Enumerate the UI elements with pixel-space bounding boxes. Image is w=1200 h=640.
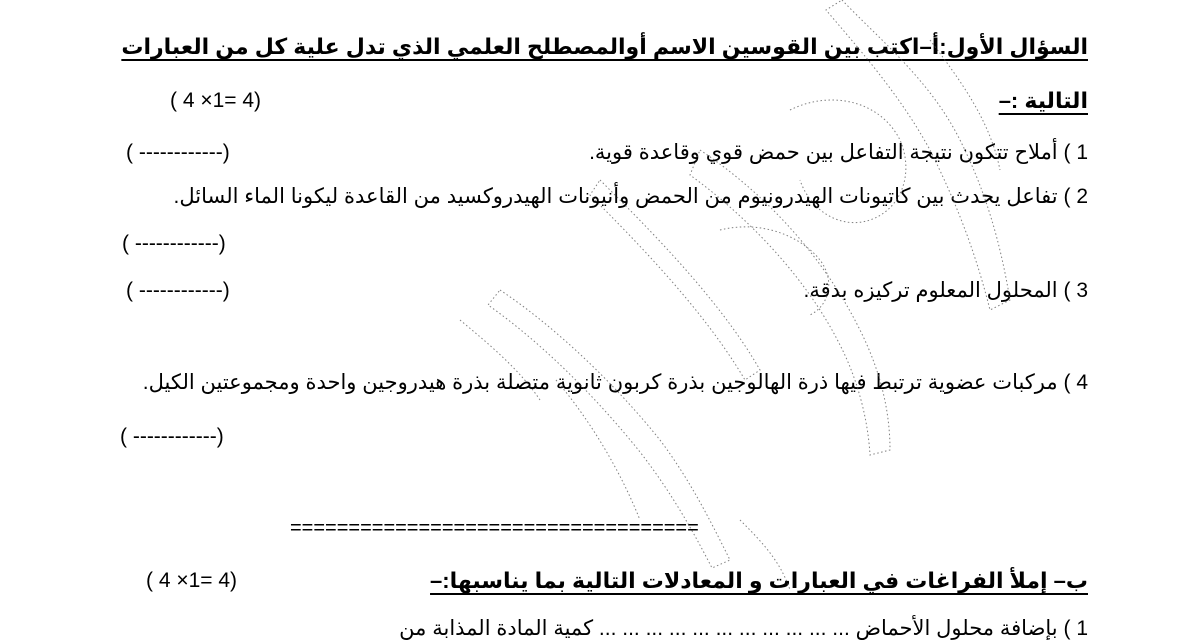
answer-blank-4[interactable]: (------------ ) bbox=[120, 425, 224, 448]
answer-blank-3[interactable]: (------------ ) bbox=[126, 279, 230, 302]
question1-title-line2: التالية :– bbox=[998, 88, 1088, 113]
question1-item-3: 3 ) المحلول المعلوم تركيزه بدقة. bbox=[803, 279, 1088, 302]
answer-blank-2[interactable]: (------------ ) bbox=[122, 232, 226, 255]
question1-marks: ( 4 ×1= 4) bbox=[170, 89, 262, 112]
question1-item-4: 4 ) مركبات عضوية ترتبط فيها ذرة الهالوجين بذرة كربون ثانوية متصلة بذرة هيدروجين واحدة ومجموعتين الكيل. bbox=[142, 371, 1088, 394]
question2-marks: ( 4 ×1= 4) bbox=[146, 569, 238, 592]
question1-title-line1: السؤال الأول:أ–اكتب بين القوسين الاسم أوالمصطلح العلمي الذي تدل علية كل من العبارات bbox=[121, 34, 1088, 59]
answer-blank-1[interactable]: (------------ ) bbox=[126, 141, 230, 164]
section-separator: =================================== bbox=[290, 517, 699, 539]
question2-title: ب– إملأ الفراغات في العبارات و المعادلات التالية بما يناسبها:– bbox=[430, 568, 1088, 593]
question1-item-2: 2 ) تفاعل يحدث بين كاتيونات الهيدرونيوم من الحمض وأنيونات الهيدروكسيد من القاعدة ليكونا الماء السائل. bbox=[173, 185, 1088, 208]
question1-item-1: 1 ) أملاح تتكون نتيجة التفاعل بين حمض قوي وقاعدة قوية. bbox=[589, 141, 1088, 164]
question2-item-1-partial: 1 ) بإضافة محلول الأحماض ... ... ... ... ... ... ... ... ... ... ... كمية المادة المذابة من bbox=[399, 617, 1088, 640]
